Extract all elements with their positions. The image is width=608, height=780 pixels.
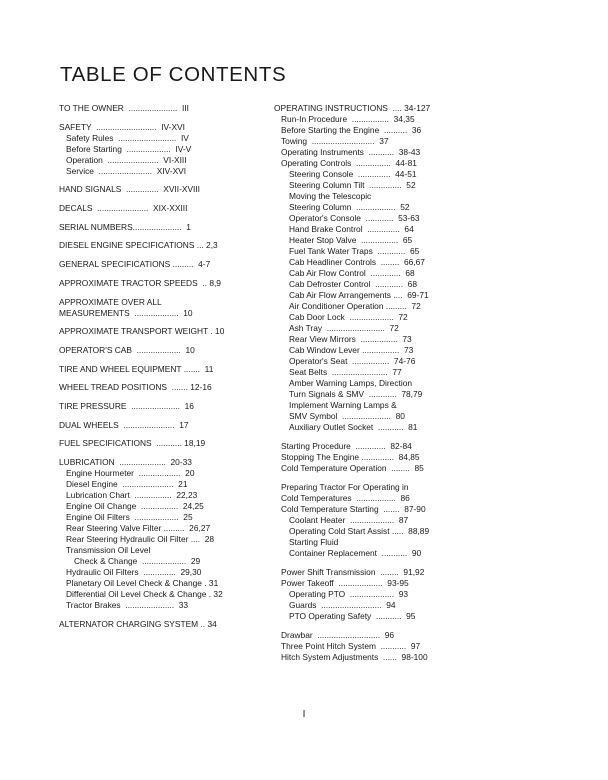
toc-entry: Hitch System Adjustments ...... 98-100 bbox=[281, 652, 428, 662]
toc-entry: FUEL SPECIFICATIONS ........... 18,19 bbox=[59, 438, 206, 449]
toc-entry: PTO Operating Safety ........... 95 bbox=[289, 611, 416, 621]
toc-entry: DUAL WHEELS ...................... 17 bbox=[59, 419, 189, 430]
toc-entry: Preparing Tractor For Operating in bbox=[281, 482, 409, 492]
toc-entry: LUBRICATION .................... 20-33 bbox=[59, 457, 192, 467]
toc-entry: HAND SIGNALS .............. XVII-XVIII bbox=[59, 184, 201, 195]
toc-left-column bbox=[59, 103, 266, 630]
toc-entry: Cab Headliner Controls ........ 66,67 bbox=[289, 257, 425, 267]
toc-entry: Cold Temperature Operation ........ 85 bbox=[281, 463, 424, 473]
toc-entry: Hand Brake Control .............. 64 bbox=[289, 224, 414, 234]
toc-entry: Operating Cold Start Assist ..... 88,89 bbox=[289, 526, 430, 536]
toc-entry: Power Takeoff ................... 93-95 bbox=[281, 578, 409, 588]
toc-entry: Transmission Oil Level bbox=[66, 545, 151, 555]
toc-entry: Cab Defroster Control ............ 68 bbox=[289, 279, 418, 289]
toc-entry: SMV Symbol ..................... 80 bbox=[289, 411, 405, 421]
toc-entry: Hydraulic Oil Filters .............. 29,30 bbox=[66, 567, 202, 577]
toc-entry: Engine Oil Change ................ 24,25 bbox=[66, 501, 204, 511]
toc-entry: Engine Oil Filters ................... 25 bbox=[66, 512, 193, 522]
toc-entry: Rear Steering Hydraulic Oil Filter .... 28 bbox=[66, 534, 215, 544]
toc-entry: Air Conditioner Operation ......... 72 bbox=[289, 301, 421, 311]
toc-entry: Heater Stop Valve ................ 65 bbox=[289, 235, 413, 245]
page-title: TABLE OF CONTENTS bbox=[60, 63, 287, 86]
toc-entry: Before Starting the Engine .......... 36 bbox=[281, 125, 422, 135]
toc-entry: Rear View Mirrors ................ 73 bbox=[289, 334, 412, 344]
toc-entry: Engine Hourmeter .................. 20 bbox=[66, 468, 195, 478]
toc-entry: Operator's Console ............ 53-63 bbox=[289, 213, 420, 223]
toc-entry: OPERATOR'S CAB ................... 10 bbox=[59, 344, 195, 355]
toc-entry: Coolant Heater ................... 87 bbox=[289, 515, 409, 525]
toc-entry: Towing ........................... 37 bbox=[281, 136, 389, 146]
toc-entry: Cab Door Lock ................... 72 bbox=[289, 312, 408, 322]
toc-entry: SERIAL NUMBERS..................... 1 bbox=[59, 221, 191, 232]
toc-entry: Seat Belts ........................ 77 bbox=[289, 367, 402, 377]
toc-entry: Cab Air Flow Control ............. 68 bbox=[289, 268, 415, 278]
toc-entry: Container Replacement ........... 90 bbox=[289, 548, 422, 558]
toc-entry: Cab Air Flow Arrangements .... 69-71 bbox=[289, 290, 429, 300]
toc-entry: Steering Column ................. 52 bbox=[289, 202, 410, 212]
toc-entry: Guards .......................... 94 bbox=[289, 600, 396, 610]
toc-entry: Tractor Brakes ..................... 33 bbox=[66, 600, 189, 610]
toc-entry: Starting Procedure ............. 82-84 bbox=[281, 441, 412, 451]
toc-entry: Cold Temperature Starting ....... 87-90 bbox=[281, 504, 426, 514]
toc-entry: Planetary Oil Level Check & Change . 31 bbox=[66, 578, 219, 588]
toc-entry: Steering Column Tilt .............. 52 bbox=[289, 180, 416, 190]
toc-entry: Service ....................... XIV-XVI bbox=[66, 165, 187, 176]
toc-entry: MEASUREMENTS ................... 10 bbox=[59, 307, 193, 318]
toc-entry: Steering Console .............. 44-51 bbox=[289, 169, 417, 179]
toc-entry: Amber Warning Lamps, Direction bbox=[289, 378, 413, 388]
toc-entry: APPROXIMATE TRANSPORT WEIGHT . 10 bbox=[59, 326, 225, 337]
toc-entry: Ash Tray ......................... 72 bbox=[289, 323, 399, 333]
toc-entry: Check & Change ................... 29 bbox=[74, 556, 201, 566]
toc-entry: Before Starting ................... IV-V bbox=[66, 143, 192, 154]
toc-entry: TO THE OWNER ..................... III bbox=[59, 103, 189, 113]
toc-entry: GENERAL SPECIFICATIONS ......... 4-7 bbox=[59, 259, 211, 270]
toc-entry: WHEEL TREAD POSITIONS ....... 12-16 bbox=[59, 382, 212, 393]
toc-entry: Cab Window Lever ................ 73 bbox=[289, 345, 414, 355]
toc-entry: Operation ...................... VI-XIII bbox=[66, 154, 187, 165]
toc-entry: Diesel Engine ...................... 21 bbox=[66, 479, 188, 489]
toc-entry: Starting Fluid bbox=[289, 537, 339, 547]
toc-entry: Safety Rules ......................... IV bbox=[66, 132, 189, 143]
toc-entry: TIRE AND WHEEL EQUIPMENT ....... 11 bbox=[59, 363, 214, 374]
toc-entry: Operating PTO ................... 93 bbox=[289, 589, 409, 599]
toc-entry: Power Shift Transmission ........ 91,92 bbox=[281, 567, 425, 577]
toc-entry: Differential Oil Level Check & Change . 32 bbox=[66, 589, 223, 599]
toc-entry: DECALS ...................... XIX-XXIII bbox=[59, 203, 188, 214]
toc-entry: APPROXIMATE OVER ALL bbox=[59, 296, 162, 307]
toc-right-column bbox=[274, 103, 466, 663]
toc-entry: TIRE PRESSURE ..................... 16 bbox=[59, 400, 194, 411]
toc-entry: Cold Temperatures ................. 86 bbox=[281, 493, 410, 503]
toc-entry: Fuel Tank Water Traps ............ 65 bbox=[289, 246, 420, 256]
toc-entry: OPERATING INSTRUCTIONS .... 34-127 bbox=[274, 103, 431, 113]
toc-entry: Run-In Procedure ................ 34,35 bbox=[281, 114, 415, 124]
page-number: I bbox=[302, 709, 306, 720]
toc-entry: SAFETY .......................... IV-XVI bbox=[59, 121, 185, 132]
toc-entry: Turn Signals & SMV ............ 78,79 bbox=[289, 389, 423, 399]
toc-entry: Lubrication Chart ................ 22,23 bbox=[66, 490, 198, 500]
toc-entry: Operator's Seat ................ 74-76 bbox=[289, 356, 416, 366]
toc-entry: Moving the Telescopic bbox=[289, 191, 372, 201]
toc-entry: APPROXIMATE TRACTOR SPEEDS .. 8,9 bbox=[59, 277, 221, 288]
toc-entry: Auxiliary Outlet Socket ........... 81 bbox=[289, 422, 418, 432]
toc-entry: DIESEL ENGINE SPECIFICATIONS ... 2,3 bbox=[59, 240, 218, 251]
toc-entry: ALTERNATOR CHARGING SYSTEM .. 34 bbox=[59, 618, 217, 629]
toc-entry: Rear Steering Valve Filter ......... 26,27 bbox=[66, 523, 211, 533]
toc-entry: Three Point Hitch System ........... 97 bbox=[281, 641, 421, 651]
toc-entry: Operating Controls ............... 44-81 bbox=[281, 158, 417, 168]
toc-entry: Drawbar ........................... 96 bbox=[281, 630, 395, 640]
toc-entry: Implement Warning Lamps & bbox=[289, 400, 397, 410]
toc-entry: Stopping The Engine .............. 84,85 bbox=[281, 452, 420, 462]
toc-entry: Operating Instruments ........... 38-43 bbox=[281, 147, 421, 157]
